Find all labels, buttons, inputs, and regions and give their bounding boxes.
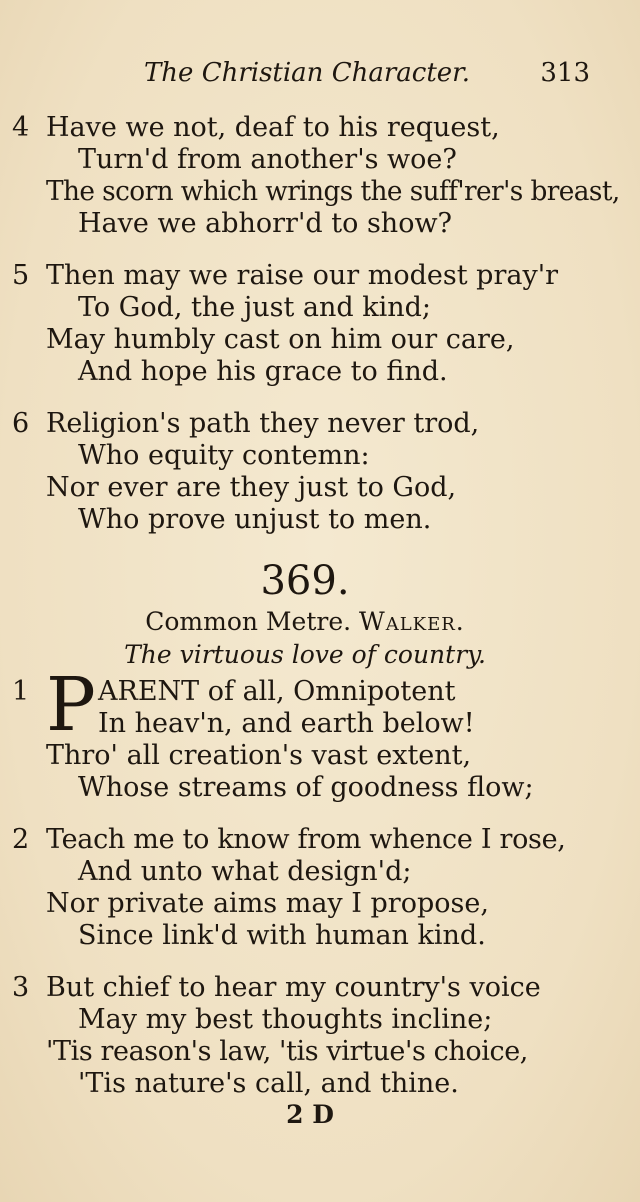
verse-line: But chief to hear my country's voice <box>46 972 541 1003</box>
verse-line: Turn'd from another's woe? <box>78 144 457 175</box>
metre-line <box>0 607 610 636</box>
verse-line: In heav'n, and earth below! <box>98 708 475 739</box>
verse-line: May humbly cast on him our care, <box>46 324 515 355</box>
page-header <box>0 58 640 94</box>
verse-line: And unto what design'd; <box>78 856 412 887</box>
verse-line: ARENT of all, Omnipotent <box>98 676 456 707</box>
stanza-number: 1 <box>12 676 30 707</box>
tune-composer: Walker. <box>359 607 465 636</box>
verse-line: Nor ever are they just to God, <box>46 472 457 503</box>
drop-cap: P <box>46 662 96 748</box>
verse-line: Thro' all creation's vast extent, <box>46 740 472 771</box>
stanza-number: 3 <box>12 972 30 1003</box>
verse-line: Who equity contemn: <box>78 440 370 471</box>
verse-line: Religion's path they never trod, <box>46 408 480 439</box>
verse-line: And hope his grace to find. <box>78 356 448 387</box>
stanza-number: 6 <box>12 408 30 439</box>
stanza-number: 4 <box>12 112 30 143</box>
stanza-number: 2 <box>12 824 30 855</box>
hymn-subject: The virtuous love of country. <box>124 640 486 669</box>
verse-line: Since link'd with human kind. <box>78 920 486 951</box>
page-number: 313 <box>540 58 590 88</box>
verse-line: Have we not, deaf to his request, <box>46 112 500 143</box>
verse-line: Nor private aims may I propose, <box>46 888 489 919</box>
verse-line: 'Tis nature's call, and thine. <box>78 1068 459 1099</box>
verse-line: Then may we raise our modest pray'r <box>46 260 559 291</box>
signature-mark: 2 D <box>286 1100 334 1129</box>
stanza-number: 5 <box>12 260 30 291</box>
verse-line: 'Tis reason's law, 'tis virtue's choice, <box>46 1036 528 1067</box>
verse-line: May my best thoughts incline; <box>78 1004 493 1035</box>
verse-line: Whose streams of goodness flow; <box>78 772 534 803</box>
verse-line: Teach me to know from whence I rose, <box>46 824 566 855</box>
verse-line: Have we abhorr'd to show? <box>78 208 453 239</box>
verse-line: The scorn which wrings the suff'rer's breast, <box>46 176 620 207</box>
hymn-number: 369. <box>260 558 350 604</box>
verse-line: To God, the just and kind; <box>78 292 431 323</box>
metre-name: Common Metre. <box>145 607 352 636</box>
verse-line: Who prove unjust to men. <box>78 504 432 535</box>
running-title: The Christian Character. <box>143 58 470 88</box>
